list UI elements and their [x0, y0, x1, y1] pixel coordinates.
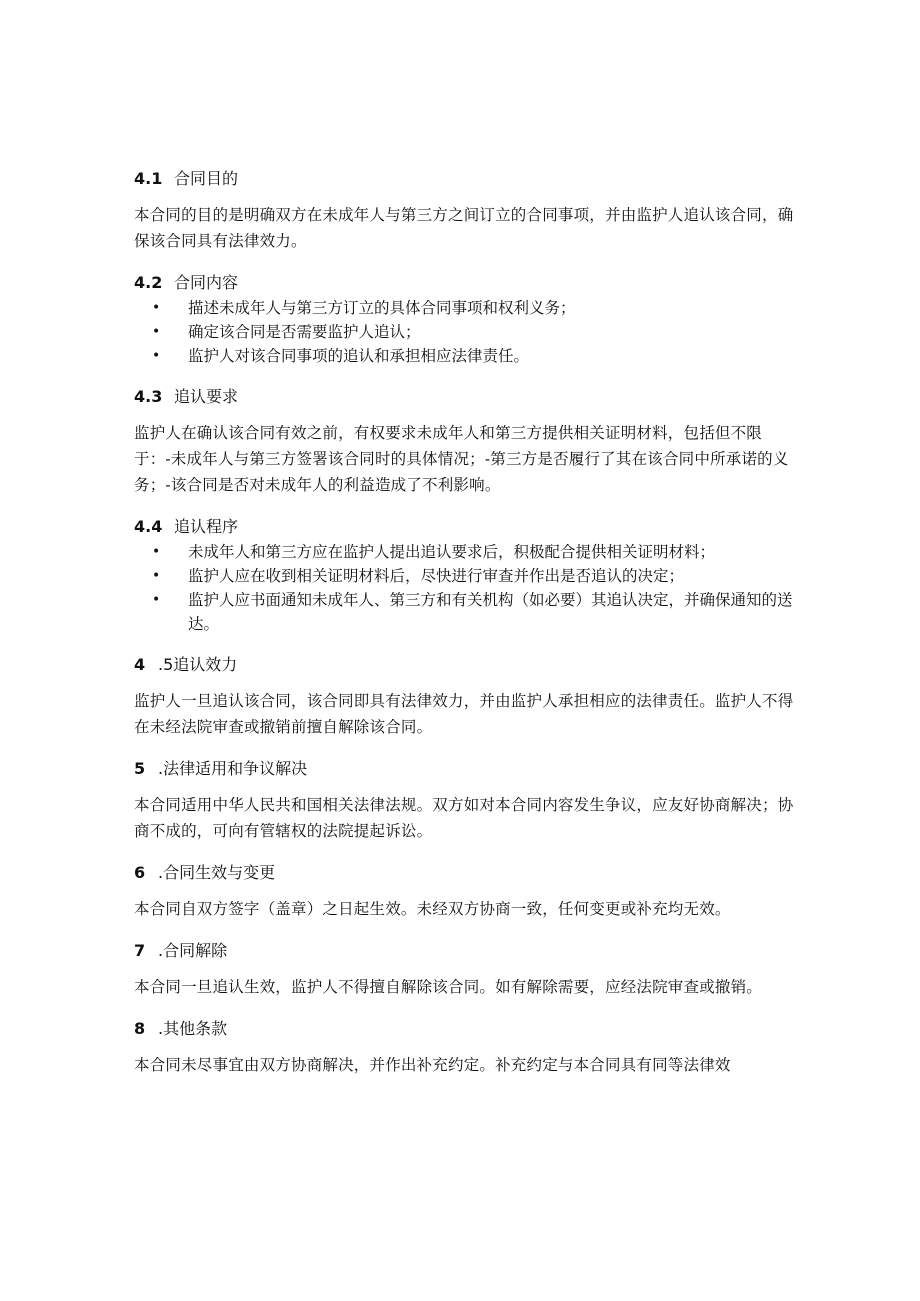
bullet-icon: • — [152, 324, 161, 340]
list-item-text: 监护人应书面通知未成年人、第三方和有关机构（如必要）其追认决定，并确保通知的送达。 — [188, 591, 793, 633]
list-item — [134, 540, 794, 564]
bullet-icon: • — [152, 568, 161, 584]
section-4-2 — [134, 270, 794, 368]
section-title: .法律适用和争议解决 — [158, 759, 308, 778]
section-paragraph: 本合同的目的是明确双方在未成年人与第三方之间订立的合同事项，并由监护人追认该合同，确保该合同具有法律效力。 — [134, 206, 794, 250]
bullet-icon: • — [152, 544, 161, 560]
section-4-5 — [134, 652, 794, 740]
list-item — [134, 296, 794, 320]
list-item-text: 监护人应在收到相关证明材料后，尽快进行审查并作出是否追认的决定； — [188, 567, 685, 585]
section-title: .合同生效与变更 — [158, 863, 276, 882]
section-heading — [134, 166, 794, 192]
bullet-icon: • — [152, 592, 161, 608]
section-paragraph: 监护人在确认该合同有效之前，有权要求未成年人和第三方提供相关证明材料，包括但不限于：-未成年人与第三方签署该合同时的具体情况；-第三方是否履行了其在该合同中所承诺的义务；-该合同是否对未成年人的利益造成了不利影响。 — [134, 424, 789, 494]
section-number: 4.3 — [134, 387, 163, 406]
section-paragraph: 本合同一旦追认生效，监护人不得擅自解除该合同。如有解除需要，应经法院审查或撤销。 — [134, 978, 763, 996]
list-item-text: 监护人对该合同事项的追认和承担相应法律责任。 — [188, 347, 530, 365]
section-paragraph: 本合同自双方签字（盖章）之日起生效。未经双方协商一致，任何变更或补充均无效。 — [134, 900, 731, 918]
section-number: 4 — [134, 655, 146, 674]
bullet-icon: • — [152, 300, 161, 316]
section-heading — [134, 270, 794, 296]
document-body — [134, 166, 794, 1078]
section-6 — [134, 860, 794, 922]
section-paragraph: 监护人一旦追认该合同，该合同即具有法律效力，并由监护人承担相应的法律责任。监护人不得在未经法院审查或撤销前擅自解除该合同。 — [134, 692, 794, 736]
section-number: 4.2 — [134, 273, 163, 292]
section-4-4 — [134, 514, 794, 636]
list-item-text: 确定该合同是否需要监护人追认； — [188, 323, 421, 341]
section-7 — [134, 938, 794, 1000]
section-5 — [134, 756, 794, 844]
section-heading — [134, 514, 794, 540]
list-item — [134, 588, 794, 636]
bullet-list — [134, 540, 794, 636]
section-number: 4.4 — [134, 517, 163, 536]
section-title: .5追认效力 — [158, 655, 238, 674]
section-title: 追认要求 — [174, 387, 239, 406]
section-number: 5 — [134, 759, 146, 778]
section-title: 合同目的 — [174, 169, 239, 188]
list-item-text: 未成年人和第三方应在监护人提出追认要求后，积极配合提供相关证明材料； — [188, 543, 716, 561]
section-number: 4.1 — [134, 169, 163, 188]
section-number: 8 — [134, 1019, 146, 1038]
bullet-icon: • — [152, 348, 161, 364]
section-paragraph: 本合同适用中华人民共和国相关法律法规。双方如对本合同内容发生争议，应友好协商解决；协商不成的，可向有管辖权的法院提起诉讼。 — [134, 796, 794, 840]
list-item — [134, 320, 794, 344]
section-paragraph: 本合同未尽事宜由双方协商解决，并作出补充约定。补充约定与本合同具有同等法律效 — [134, 1056, 731, 1074]
section-number: 6 — [134, 863, 146, 882]
bullet-list — [134, 296, 794, 368]
section-title: 追认程序 — [174, 517, 239, 536]
list-item — [134, 344, 794, 368]
section-heading — [134, 756, 794, 782]
section-title: 合同内容 — [174, 273, 239, 292]
section-title: .合同解除 — [158, 941, 228, 960]
list-item — [134, 564, 794, 588]
section-heading — [134, 860, 794, 886]
section-4-3 — [134, 384, 794, 498]
section-heading — [134, 384, 794, 410]
section-title: .其他条款 — [158, 1019, 228, 1038]
section-heading — [134, 938, 794, 964]
section-heading — [134, 652, 794, 678]
section-8 — [134, 1016, 794, 1078]
section-number: 7 — [134, 941, 146, 960]
section-4-1 — [134, 166, 794, 254]
section-heading — [134, 1016, 794, 1042]
list-item-text: 描述未成年人与第三方订立的具体合同事项和权利义务； — [188, 299, 576, 317]
